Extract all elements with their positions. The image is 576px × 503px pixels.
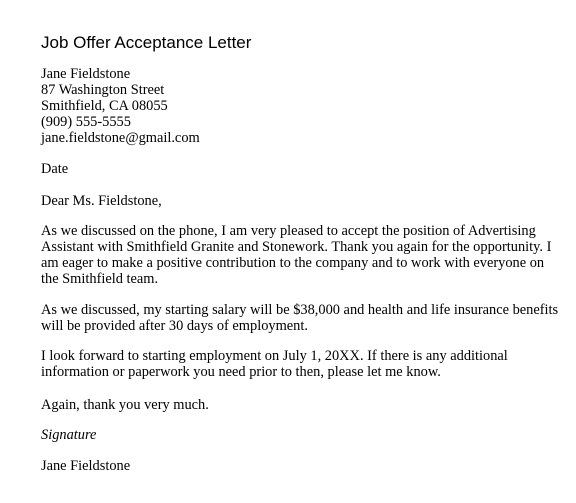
letter-title: Job Offer Acceptance Letter (41, 33, 252, 52)
letter-date: Date (41, 161, 69, 177)
body-paragraph-1 (41, 223, 561, 287)
signature-placeholder: Signature (41, 427, 97, 443)
sender-name: Jane Fieldstone (41, 66, 131, 82)
sender-address-block (41, 66, 561, 146)
paragraph-line: will be provided after 30 days of employment. (41, 318, 308, 334)
sender-city-state-zip: Smithfield, CA 08055 (41, 98, 168, 114)
paragraph-line: As we discussed on the phone, I am very pleased to accept the position of Advertising (41, 223, 536, 239)
paragraph-line: am eager to make a positive contribution to the company and to work with everyone on (41, 255, 545, 271)
sender-street: 87 Washington Street (41, 82, 165, 98)
paragraph-line: the Smithfield team. (41, 271, 159, 287)
paragraph-line: I look forward to starting employment on July 1, 20XX. If there is any additional (41, 348, 508, 364)
paragraph-line: As we discussed, my starting salary will be $38,000 and health and life insurance benefits (41, 302, 559, 318)
body-paragraph-3 (41, 348, 561, 380)
paragraph-line: Assistant with Smithfield Granite and Stonework. Thank you again for the opportunity. I (41, 239, 552, 255)
letter-salutation: Dear Ms. Fieldstone, (41, 193, 162, 209)
letter-closing: Again, thank you very much. (41, 397, 209, 413)
paragraph-line: information or paperwork you need prior to then, please let me know. (41, 364, 441, 380)
body-paragraph-2 (41, 302, 561, 334)
signed-name: Jane Fieldstone (41, 458, 131, 474)
sender-phone: (909) 555-5555 (41, 114, 131, 130)
sender-email: jane.fieldstone@gmail.com (41, 130, 200, 146)
